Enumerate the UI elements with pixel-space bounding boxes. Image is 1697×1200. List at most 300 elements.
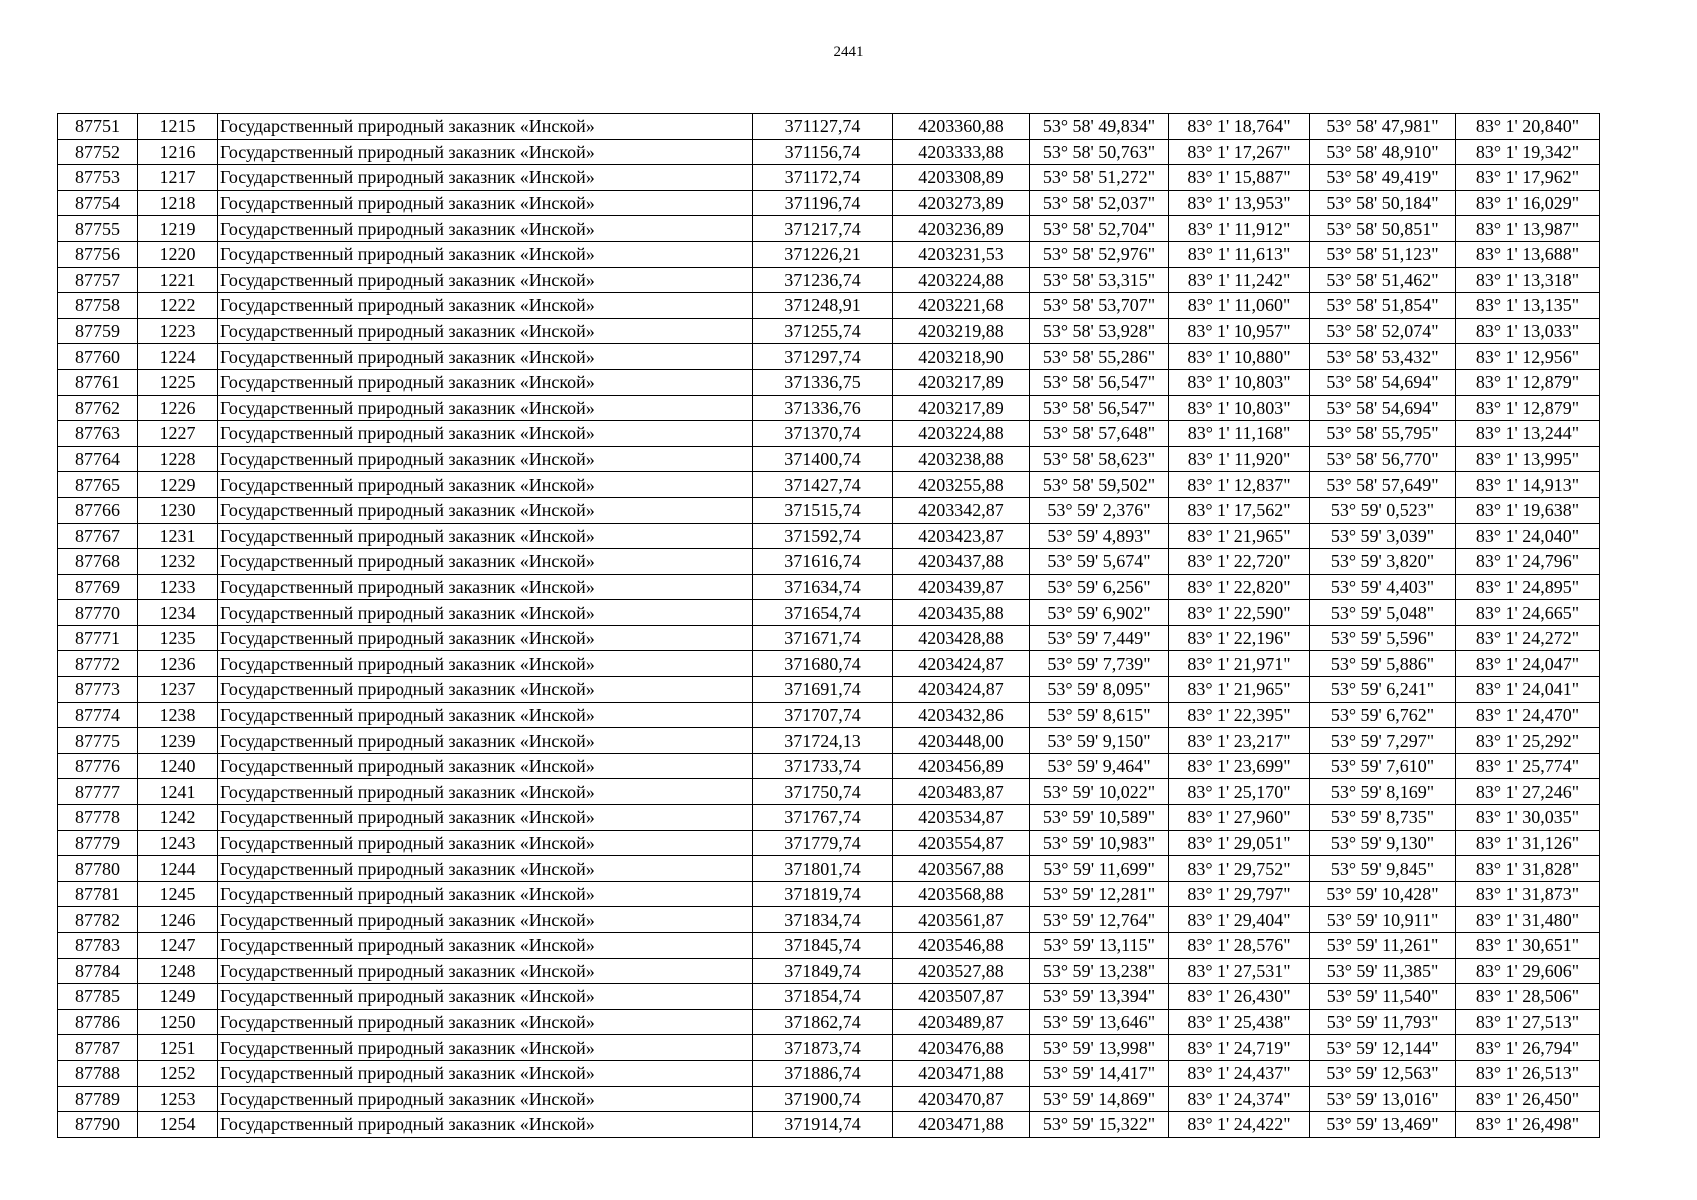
y-coordinate-cell: 4203567,88: [893, 856, 1030, 882]
point-id-cell: 87752: [58, 139, 138, 165]
point-id-cell: 87779: [58, 830, 138, 856]
table-row: [58, 625, 1600, 651]
longitude-cell: 83° 1' 29,797": [1169, 881, 1310, 907]
latitude-alt-cell: 53° 59' 12,563": [1310, 1060, 1456, 1086]
point-number-cell: 1234: [138, 600, 218, 626]
longitude-cell: 83° 1' 22,196": [1169, 625, 1310, 651]
table-row: [58, 677, 1600, 703]
y-coordinate-cell: 4203342,87: [893, 497, 1030, 523]
table-row: [58, 907, 1600, 933]
latitude-cell: 53° 58' 59,502": [1030, 472, 1169, 498]
point-number-cell: 1237: [138, 677, 218, 703]
point-id-cell: 87778: [58, 805, 138, 831]
latitude-alt-cell: 53° 59' 11,540": [1310, 984, 1456, 1010]
reserve-name-cell: Государственный природный заказник «Инской»: [218, 805, 753, 831]
y-coordinate-cell: 4203527,88: [893, 958, 1030, 984]
y-coordinate-cell: 4203423,87: [893, 523, 1030, 549]
x-coordinate-cell: 371616,74: [753, 549, 893, 575]
y-coordinate-cell: 4203255,88: [893, 472, 1030, 498]
y-coordinate-cell: 4203221,68: [893, 293, 1030, 319]
longitude-cell: 83° 1' 22,590": [1169, 600, 1310, 626]
y-coordinate-cell: 4203238,88: [893, 446, 1030, 472]
longitude-cell: 83° 1' 11,912": [1169, 216, 1310, 242]
latitude-cell: 53° 59' 12,764": [1030, 907, 1169, 933]
y-coordinate-cell: 4203333,88: [893, 139, 1030, 165]
x-coordinate-cell: 371336,76: [753, 395, 893, 421]
y-coordinate-cell: 4203217,89: [893, 395, 1030, 421]
reserve-name-cell: Государственный природный заказник «Инской»: [218, 574, 753, 600]
point-number-cell: 1217: [138, 165, 218, 191]
point-id-cell: 87771: [58, 625, 138, 651]
longitude-cell: 83° 1' 28,576": [1169, 933, 1310, 959]
longitude-cell: 83° 1' 26,430": [1169, 984, 1310, 1010]
latitude-alt-cell: 53° 59' 7,297": [1310, 728, 1456, 754]
longitude-alt-cell: 83° 1' 27,246": [1456, 779, 1600, 805]
point-number-cell: 1249: [138, 984, 218, 1010]
x-coordinate-cell: 371172,74: [753, 165, 893, 191]
reserve-name-cell: Государственный природный заказник «Инской»: [218, 881, 753, 907]
x-coordinate-cell: 371849,74: [753, 958, 893, 984]
latitude-alt-cell: 53° 59' 12,144": [1310, 1035, 1456, 1061]
longitude-alt-cell: 83° 1' 19,342": [1456, 139, 1600, 165]
table-row: [58, 446, 1600, 472]
latitude-alt-cell: 53° 59' 10,911": [1310, 907, 1456, 933]
x-coordinate-cell: 371671,74: [753, 625, 893, 651]
reserve-name-cell: Государственный природный заказник «Инской»: [218, 395, 753, 421]
longitude-cell: 83° 1' 18,764": [1169, 114, 1310, 140]
longitude-alt-cell: 83° 1' 30,651": [1456, 933, 1600, 959]
reserve-name-cell: Государственный природный заказник «Инской»: [218, 1035, 753, 1061]
point-id-cell: 87765: [58, 472, 138, 498]
point-id-cell: 87786: [58, 1009, 138, 1035]
longitude-alt-cell: 83° 1' 31,126": [1456, 830, 1600, 856]
longitude-alt-cell: 83° 1' 24,796": [1456, 549, 1600, 575]
latitude-cell: 53° 59' 5,674": [1030, 549, 1169, 575]
x-coordinate-cell: 371297,74: [753, 344, 893, 370]
point-id-cell: 87762: [58, 395, 138, 421]
latitude-cell: 53° 59' 13,238": [1030, 958, 1169, 984]
point-id-cell: 87758: [58, 293, 138, 319]
reserve-name-cell: Государственный природный заказник «Инской»: [218, 933, 753, 959]
y-coordinate-cell: 4203224,88: [893, 421, 1030, 447]
point-id-cell: 87769: [58, 574, 138, 600]
reserve-name-cell: Государственный природный заказник «Инской»: [218, 1112, 753, 1138]
latitude-cell: 53° 59' 10,983": [1030, 830, 1169, 856]
table-row: [58, 241, 1600, 267]
reserve-name-cell: Государственный природный заказник «Инской»: [218, 216, 753, 242]
x-coordinate-cell: 371196,74: [753, 190, 893, 216]
point-number-cell: 1252: [138, 1060, 218, 1086]
latitude-cell: 53° 59' 9,150": [1030, 728, 1169, 754]
reserve-name-cell: Государственный природный заказник «Инской»: [218, 958, 753, 984]
x-coordinate-cell: 371248,91: [753, 293, 893, 319]
y-coordinate-cell: 4203507,87: [893, 984, 1030, 1010]
table-row: [58, 369, 1600, 395]
latitude-alt-cell: 53° 59' 5,596": [1310, 625, 1456, 651]
longitude-cell: 83° 1' 11,168": [1169, 421, 1310, 447]
longitude-cell: 83° 1' 27,960": [1169, 805, 1310, 831]
point-id-cell: 87775: [58, 728, 138, 754]
latitude-cell: 53° 59' 13,115": [1030, 933, 1169, 959]
latitude-alt-cell: 53° 59' 6,241": [1310, 677, 1456, 703]
latitude-cell: 53° 59' 7,449": [1030, 625, 1169, 651]
longitude-cell: 83° 1' 11,060": [1169, 293, 1310, 319]
latitude-cell: 53° 58' 53,928": [1030, 318, 1169, 344]
reserve-name-cell: Государственный природный заказник «Инской»: [218, 753, 753, 779]
reserve-name-cell: Государственный природный заказник «Инской»: [218, 114, 753, 140]
point-id-cell: 87751: [58, 114, 138, 140]
reserve-name-cell: Государственный природный заказник «Инской»: [218, 702, 753, 728]
table-row: [58, 1086, 1600, 1112]
x-coordinate-cell: 371127,74: [753, 114, 893, 140]
point-id-cell: 87755: [58, 216, 138, 242]
latitude-alt-cell: 53° 59' 7,610": [1310, 753, 1456, 779]
x-coordinate-cell: 371845,74: [753, 933, 893, 959]
y-coordinate-cell: 4203489,87: [893, 1009, 1030, 1035]
point-number-cell: 1218: [138, 190, 218, 216]
y-coordinate-cell: 4203424,87: [893, 677, 1030, 703]
point-number-cell: 1241: [138, 779, 218, 805]
table-row: [58, 1112, 1600, 1138]
latitude-alt-cell: 53° 58' 57,649": [1310, 472, 1456, 498]
x-coordinate-cell: 371427,74: [753, 472, 893, 498]
longitude-alt-cell: 83° 1' 24,272": [1456, 625, 1600, 651]
longitude-cell: 83° 1' 25,438": [1169, 1009, 1310, 1035]
y-coordinate-cell: 4203483,87: [893, 779, 1030, 805]
reserve-name-cell: Государственный природный заказник «Инской»: [218, 830, 753, 856]
latitude-cell: 53° 59' 14,417": [1030, 1060, 1169, 1086]
longitude-alt-cell: 83° 1' 31,873": [1456, 881, 1600, 907]
table-row: [58, 267, 1600, 293]
longitude-alt-cell: 83° 1' 28,506": [1456, 984, 1600, 1010]
table-row: [58, 549, 1600, 575]
point-id-cell: 87772: [58, 651, 138, 677]
latitude-cell: 53° 59' 6,902": [1030, 600, 1169, 626]
y-coordinate-cell: 4203224,88: [893, 267, 1030, 293]
y-coordinate-cell: 4203568,88: [893, 881, 1030, 907]
point-id-cell: 87760: [58, 344, 138, 370]
longitude-cell: 83° 1' 21,965": [1169, 677, 1310, 703]
x-coordinate-cell: 371886,74: [753, 1060, 893, 1086]
x-coordinate-cell: 371226,21: [753, 241, 893, 267]
longitude-cell: 83° 1' 29,051": [1169, 830, 1310, 856]
longitude-alt-cell: 83° 1' 13,995": [1456, 446, 1600, 472]
reserve-name-cell: Государственный природный заказник «Инской»: [218, 190, 753, 216]
latitude-cell: 53° 58' 52,037": [1030, 190, 1169, 216]
longitude-alt-cell: 83° 1' 12,956": [1456, 344, 1600, 370]
reserve-name-cell: Государственный природный заказник «Инской»: [218, 446, 753, 472]
table-row: [58, 472, 1600, 498]
longitude-alt-cell: 83° 1' 12,879": [1456, 395, 1600, 421]
longitude-cell: 83° 1' 23,699": [1169, 753, 1310, 779]
latitude-cell: 53° 58' 53,707": [1030, 293, 1169, 319]
point-id-cell: 87784: [58, 958, 138, 984]
y-coordinate-cell: 4203534,87: [893, 805, 1030, 831]
longitude-cell: 83° 1' 24,374": [1169, 1086, 1310, 1112]
table-row: [58, 933, 1600, 959]
longitude-cell: 83° 1' 11,613": [1169, 241, 1310, 267]
y-coordinate-cell: 4203273,89: [893, 190, 1030, 216]
table-row: [58, 139, 1600, 165]
longitude-cell: 83° 1' 21,971": [1169, 651, 1310, 677]
y-coordinate-cell: 4203218,90: [893, 344, 1030, 370]
latitude-cell: 53° 59' 14,869": [1030, 1086, 1169, 1112]
latitude-alt-cell: 53° 59' 8,169": [1310, 779, 1456, 805]
table-row: [58, 344, 1600, 370]
point-number-cell: 1229: [138, 472, 218, 498]
point-number-cell: 1222: [138, 293, 218, 319]
latitude-alt-cell: 53° 58' 53,432": [1310, 344, 1456, 370]
x-coordinate-cell: 371336,75: [753, 369, 893, 395]
x-coordinate-cell: 371592,74: [753, 523, 893, 549]
latitude-alt-cell: 53° 59' 13,469": [1310, 1112, 1456, 1138]
point-id-cell: 87767: [58, 523, 138, 549]
point-number-cell: 1230: [138, 497, 218, 523]
reserve-name-cell: Государственный природный заказник «Инской»: [218, 625, 753, 651]
longitude-cell: 83° 1' 22,395": [1169, 702, 1310, 728]
x-coordinate-cell: 371733,74: [753, 753, 893, 779]
latitude-alt-cell: 53° 59' 8,735": [1310, 805, 1456, 831]
x-coordinate-cell: 371680,74: [753, 651, 893, 677]
point-number-cell: 1250: [138, 1009, 218, 1035]
x-coordinate-cell: 371217,74: [753, 216, 893, 242]
longitude-cell: 83° 1' 27,531": [1169, 958, 1310, 984]
table-row: [58, 856, 1600, 882]
table-row: [58, 702, 1600, 728]
latitude-cell: 53° 58' 57,648": [1030, 421, 1169, 447]
reserve-name-cell: Государственный природный заказник «Инской»: [218, 165, 753, 191]
longitude-cell: 83° 1' 21,965": [1169, 523, 1310, 549]
reserve-name-cell: Государственный природный заказник «Инской»: [218, 241, 753, 267]
table-row: [58, 293, 1600, 319]
latitude-alt-cell: 53° 59' 0,523": [1310, 497, 1456, 523]
point-id-cell: 87753: [58, 165, 138, 191]
y-coordinate-cell: 4203231,53: [893, 241, 1030, 267]
table-row: [58, 728, 1600, 754]
reserve-name-cell: Государственный природный заказник «Инской»: [218, 600, 753, 626]
y-coordinate-cell: 4203428,88: [893, 625, 1030, 651]
table-row: [58, 165, 1600, 191]
point-id-cell: 87790: [58, 1112, 138, 1138]
table-row: [58, 881, 1600, 907]
longitude-alt-cell: 83° 1' 16,029": [1456, 190, 1600, 216]
point-number-cell: 1231: [138, 523, 218, 549]
y-coordinate-cell: 4203476,88: [893, 1035, 1030, 1061]
latitude-alt-cell: 53° 59' 5,886": [1310, 651, 1456, 677]
latitude-alt-cell: 53° 58' 51,462": [1310, 267, 1456, 293]
y-coordinate-cell: 4203470,87: [893, 1086, 1030, 1112]
point-id-cell: 87787: [58, 1035, 138, 1061]
reserve-name-cell: Государственный природный заказник «Инской»: [218, 907, 753, 933]
latitude-alt-cell: 53° 58' 50,184": [1310, 190, 1456, 216]
point-number-cell: 1251: [138, 1035, 218, 1061]
table-row: [58, 574, 1600, 600]
longitude-cell: 83° 1' 23,217": [1169, 728, 1310, 754]
longitude-cell: 83° 1' 22,820": [1169, 574, 1310, 600]
point-id-cell: 87776: [58, 753, 138, 779]
latitude-alt-cell: 53° 59' 9,130": [1310, 830, 1456, 856]
point-number-cell: 1223: [138, 318, 218, 344]
y-coordinate-cell: 4203219,88: [893, 318, 1030, 344]
y-coordinate-cell: 4203217,89: [893, 369, 1030, 395]
x-coordinate-cell: 371634,74: [753, 574, 893, 600]
point-number-cell: 1248: [138, 958, 218, 984]
x-coordinate-cell: 371819,74: [753, 881, 893, 907]
table-row: [58, 421, 1600, 447]
longitude-alt-cell: 83° 1' 20,840": [1456, 114, 1600, 140]
longitude-alt-cell: 83° 1' 25,774": [1456, 753, 1600, 779]
latitude-cell: 53° 58' 51,272": [1030, 165, 1169, 191]
longitude-cell: 83° 1' 17,562": [1169, 497, 1310, 523]
point-id-cell: 87766: [58, 497, 138, 523]
longitude-alt-cell: 83° 1' 27,513": [1456, 1009, 1600, 1035]
longitude-alt-cell: 83° 1' 29,606": [1456, 958, 1600, 984]
y-coordinate-cell: 4203456,89: [893, 753, 1030, 779]
longitude-alt-cell: 83° 1' 13,244": [1456, 421, 1600, 447]
y-coordinate-cell: 4203448,00: [893, 728, 1030, 754]
coordinates-table: [57, 113, 1600, 1138]
latitude-cell: 53° 59' 13,998": [1030, 1035, 1169, 1061]
point-id-cell: 87783: [58, 933, 138, 959]
latitude-cell: 53° 59' 9,464": [1030, 753, 1169, 779]
point-id-cell: 87754: [58, 190, 138, 216]
longitude-cell: 83° 1' 17,267": [1169, 139, 1310, 165]
point-number-cell: 1247: [138, 933, 218, 959]
point-number-cell: 1242: [138, 805, 218, 831]
x-coordinate-cell: 371854,74: [753, 984, 893, 1010]
table-row: [58, 497, 1600, 523]
point-number-cell: 1235: [138, 625, 218, 651]
longitude-cell: 83° 1' 22,720": [1169, 549, 1310, 575]
y-coordinate-cell: 4203435,88: [893, 600, 1030, 626]
latitude-alt-cell: 53° 59' 9,845": [1310, 856, 1456, 882]
latitude-alt-cell: 53° 58' 48,910": [1310, 139, 1456, 165]
longitude-alt-cell: 83° 1' 26,513": [1456, 1060, 1600, 1086]
point-number-cell: 1215: [138, 114, 218, 140]
point-number-cell: 1220: [138, 241, 218, 267]
longitude-cell: 83° 1' 10,803": [1169, 369, 1310, 395]
latitude-alt-cell: 53° 59' 5,048": [1310, 600, 1456, 626]
reserve-name-cell: Государственный природный заказник «Инской»: [218, 318, 753, 344]
latitude-cell: 53° 58' 58,623": [1030, 446, 1169, 472]
latitude-alt-cell: 53° 59' 3,820": [1310, 549, 1456, 575]
table-row: [58, 958, 1600, 984]
longitude-alt-cell: 83° 1' 26,498": [1456, 1112, 1600, 1138]
table-row: [58, 395, 1600, 421]
longitude-alt-cell: 83° 1' 17,962": [1456, 165, 1600, 191]
longitude-cell: 83° 1' 29,404": [1169, 907, 1310, 933]
table-row: [58, 1060, 1600, 1086]
reserve-name-cell: Государственный природный заказник «Инской»: [218, 677, 753, 703]
reserve-name-cell: Государственный природный заказник «Инской»: [218, 856, 753, 882]
longitude-alt-cell: 83° 1' 24,041": [1456, 677, 1600, 703]
point-id-cell: 87768: [58, 549, 138, 575]
x-coordinate-cell: 371767,74: [753, 805, 893, 831]
table-row: [58, 651, 1600, 677]
longitude-cell: 83° 1' 10,880": [1169, 344, 1310, 370]
latitude-cell: 53° 59' 6,256": [1030, 574, 1169, 600]
latitude-alt-cell: 53° 59' 11,261": [1310, 933, 1456, 959]
reserve-name-cell: Государственный природный заказник «Инской»: [218, 1009, 753, 1035]
y-coordinate-cell: 4203546,88: [893, 933, 1030, 959]
reserve-name-cell: Государственный природный заказник «Инской»: [218, 779, 753, 805]
longitude-cell: 83° 1' 25,170": [1169, 779, 1310, 805]
latitude-alt-cell: 53° 58' 52,074": [1310, 318, 1456, 344]
x-coordinate-cell: 371900,74: [753, 1086, 893, 1112]
point-number-cell: 1246: [138, 907, 218, 933]
latitude-cell: 53° 59' 8,615": [1030, 702, 1169, 728]
point-number-cell: 1233: [138, 574, 218, 600]
longitude-alt-cell: 83° 1' 13,135": [1456, 293, 1600, 319]
longitude-alt-cell: 83° 1' 14,913": [1456, 472, 1600, 498]
table-body: [58, 114, 1600, 1138]
latitude-cell: 53° 58' 52,704": [1030, 216, 1169, 242]
longitude-cell: 83° 1' 11,242": [1169, 267, 1310, 293]
longitude-cell: 83° 1' 13,953": [1169, 190, 1310, 216]
latitude-cell: 53° 59' 15,322": [1030, 1112, 1169, 1138]
point-id-cell: 87764: [58, 446, 138, 472]
point-id-cell: 87770: [58, 600, 138, 626]
longitude-alt-cell: 83° 1' 24,047": [1456, 651, 1600, 677]
longitude-cell: 83° 1' 15,887": [1169, 165, 1310, 191]
longitude-alt-cell: 83° 1' 26,450": [1456, 1086, 1600, 1112]
longitude-alt-cell: 83° 1' 24,040": [1456, 523, 1600, 549]
page-number: 2441: [833, 44, 864, 60]
table-row: [58, 1009, 1600, 1035]
latitude-cell: 53° 59' 11,699": [1030, 856, 1169, 882]
longitude-alt-cell: 83° 1' 26,794": [1456, 1035, 1600, 1061]
table-row: [58, 190, 1600, 216]
y-coordinate-cell: 4203360,88: [893, 114, 1030, 140]
point-id-cell: 87777: [58, 779, 138, 805]
point-number-cell: 1232: [138, 549, 218, 575]
latitude-alt-cell: 53° 59' 11,793": [1310, 1009, 1456, 1035]
reserve-name-cell: Государственный природный заказник «Инской»: [218, 369, 753, 395]
longitude-cell: 83° 1' 29,752": [1169, 856, 1310, 882]
point-id-cell: 87774: [58, 702, 138, 728]
point-number-cell: 1216: [138, 139, 218, 165]
x-coordinate-cell: 371707,74: [753, 702, 893, 728]
point-number-cell: 1225: [138, 369, 218, 395]
point-number-cell: 1228: [138, 446, 218, 472]
longitude-cell: 83° 1' 10,803": [1169, 395, 1310, 421]
point-id-cell: 87789: [58, 1086, 138, 1112]
longitude-alt-cell: 83° 1' 30,035": [1456, 805, 1600, 831]
x-coordinate-cell: 371914,74: [753, 1112, 893, 1138]
latitude-alt-cell: 53° 59' 3,039": [1310, 523, 1456, 549]
table-row: [58, 984, 1600, 1010]
point-number-cell: 1253: [138, 1086, 218, 1112]
point-id-cell: 87763: [58, 421, 138, 447]
reserve-name-cell: Государственный природный заказник «Инской»: [218, 497, 753, 523]
latitude-alt-cell: 53° 58' 49,419": [1310, 165, 1456, 191]
x-coordinate-cell: 371873,74: [753, 1035, 893, 1061]
y-coordinate-cell: 4203424,87: [893, 651, 1030, 677]
latitude-cell: 53° 59' 2,376": [1030, 497, 1169, 523]
latitude-alt-cell: 53° 58' 54,694": [1310, 395, 1456, 421]
x-coordinate-cell: 371236,74: [753, 267, 893, 293]
x-coordinate-cell: 371862,74: [753, 1009, 893, 1035]
latitude-cell: 53° 59' 10,589": [1030, 805, 1169, 831]
point-id-cell: 87757: [58, 267, 138, 293]
x-coordinate-cell: 371400,74: [753, 446, 893, 472]
latitude-alt-cell: 53° 59' 6,762": [1310, 702, 1456, 728]
x-coordinate-cell: 371750,74: [753, 779, 893, 805]
point-number-cell: 1244: [138, 856, 218, 882]
longitude-alt-cell: 83° 1' 31,480": [1456, 907, 1600, 933]
longitude-cell: 83° 1' 24,422": [1169, 1112, 1310, 1138]
point-id-cell: 87788: [58, 1060, 138, 1086]
